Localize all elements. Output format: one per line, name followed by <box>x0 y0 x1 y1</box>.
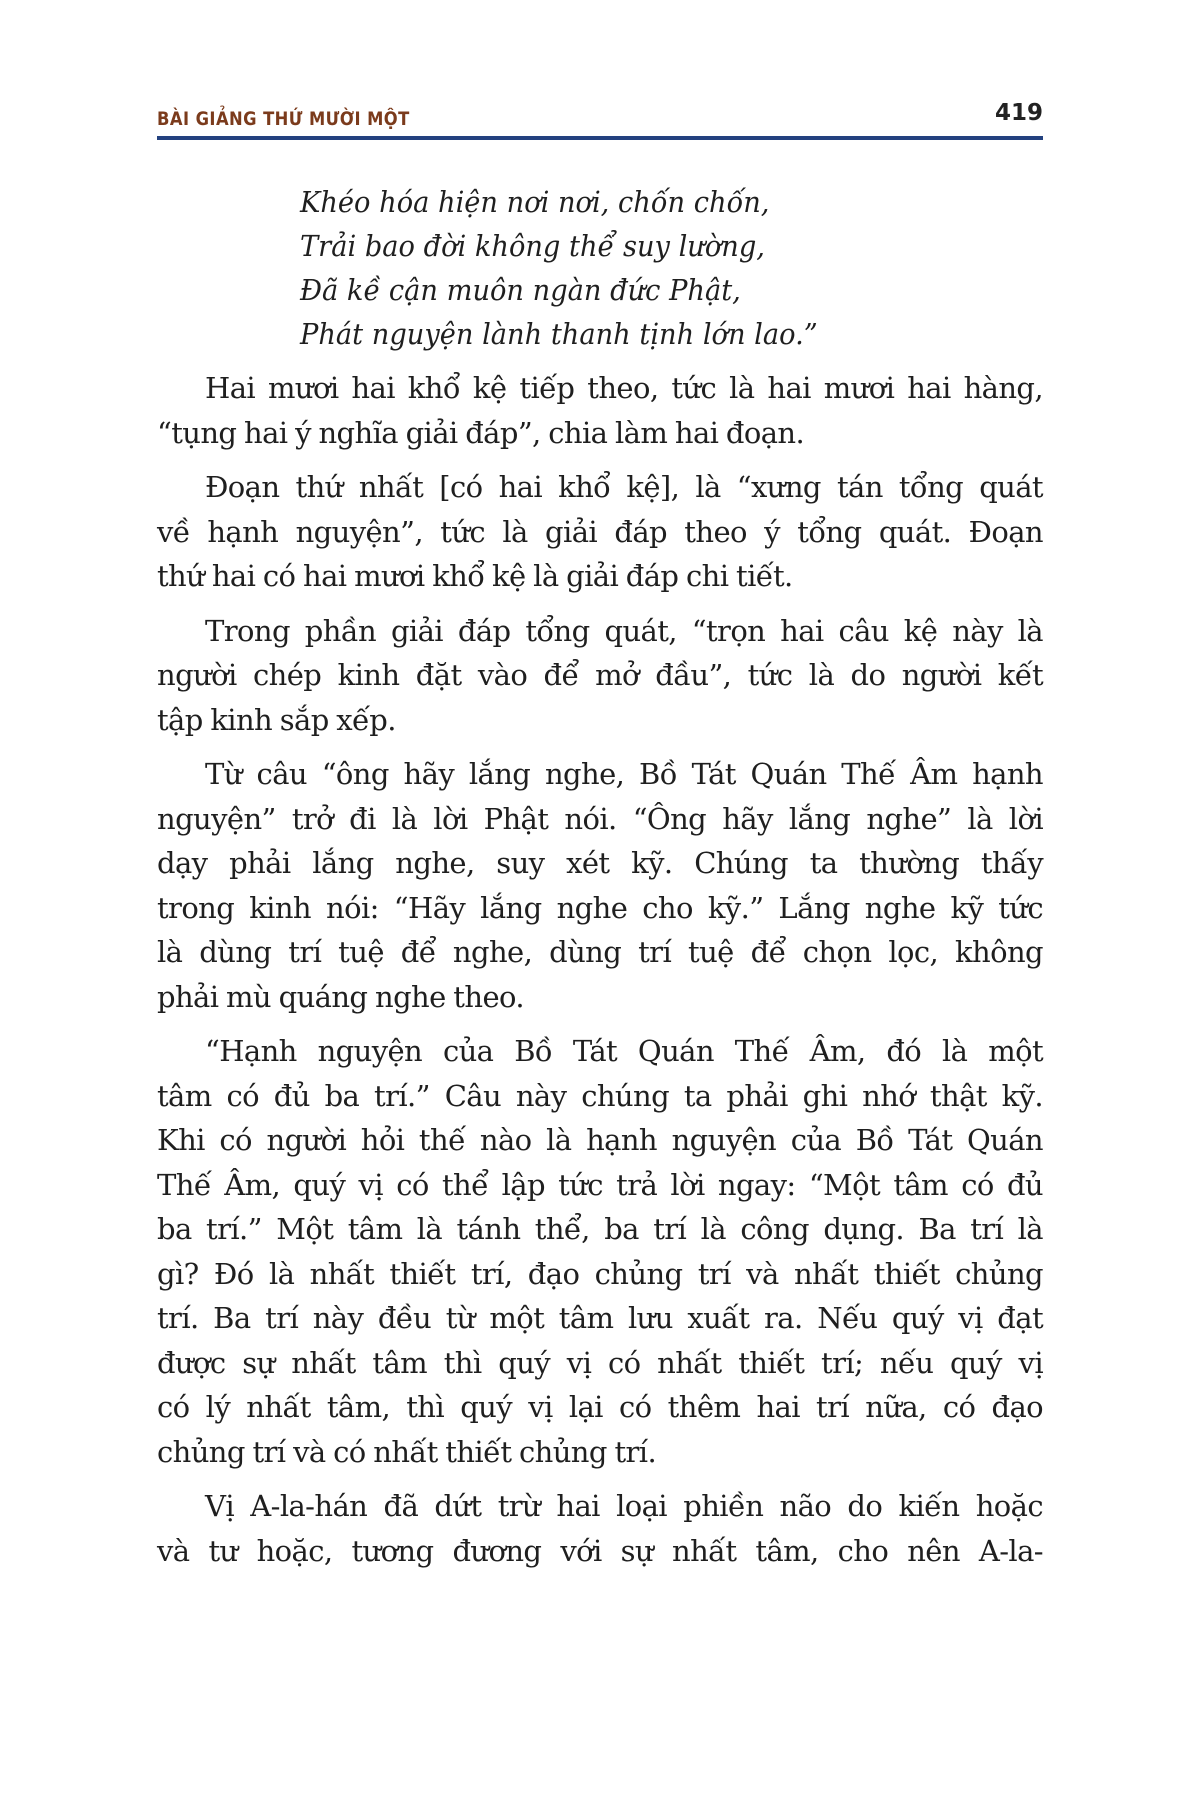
text-line: có lý nhất tâm, thì quý vị lại có thêm hai trí nữa, có đạo <box>157 1390 1043 1424</box>
text-line: phải mù quáng nghe theo. <box>157 979 524 1014</box>
text-line: Hai mươi hai khổ kệ tiếp theo, tức là hai mươi hai hàng, <box>205 371 1043 405</box>
text-line: người chép kinh đặt vào để mở đầu”, tức là do người kết <box>157 658 1043 692</box>
text-line: tập kinh sắp xếp. <box>157 702 396 737</box>
paragraph <box>157 1029 1043 1474</box>
text-line: ba trí.” Một tâm là tánh thể, ba trí là công dụng. Ba trí là <box>157 1212 1043 1246</box>
text-line: chủng trí và có nhất thiết chủng trí. <box>157 1434 657 1469</box>
verse-block <box>300 180 1043 356</box>
text-line: và tư hoặc, tương đương với sự nhất tâm, cho nên A-la- <box>157 1533 1043 1568</box>
verse-line: Trải bao đời không thể suy lường, <box>300 229 765 263</box>
text-line: là dùng trí tuệ để nghe, dùng trí tuệ để chọn lọc, không <box>157 935 1043 969</box>
paragraph <box>157 752 1043 1019</box>
paragraph <box>157 366 1043 455</box>
text-line: trí. Ba trí này đều từ một tâm lưu xuất ra. Nếu quý vị đạt <box>157 1301 1043 1335</box>
text-line: Vị A-la-hán đã dứt trừ hai loại phiền não do kiến hoặc <box>205 1489 1043 1523</box>
text-line: trong kinh nói: “Hãy lắng nghe cho kỹ.” Lắng nghe kỹ tức <box>157 890 1043 925</box>
text-line: Từ câu “ông hãy lắng nghe, Bồ Tát Quán Thế Âm hạnh <box>205 757 1043 791</box>
text-line: nguyện” trở đi là lời Phật nói. “Ông hãy lắng nghe” là lời <box>157 801 1043 836</box>
chapter-title: BÀI GIẢNG THỨ MƯỜI MỘT <box>157 108 410 130</box>
text-line: Đoạn thứ nhất [có hai khổ kệ], là “xưng tán tổng quát <box>205 470 1043 504</box>
text-line: được sự nhất tâm thì quý vị có nhất thiết trí; nếu quý vị <box>157 1345 1043 1380</box>
text-line: thứ hai có hai mươi khổ kệ là giải đáp chi tiết. <box>157 559 793 593</box>
verse-line: Phát nguyện lành thanh tịnh lớn lao.” <box>300 317 818 351</box>
body-text <box>157 366 1043 1573</box>
page-number: 419 <box>994 100 1043 126</box>
paragraph <box>157 1484 1043 1573</box>
text-line: Trong phần giải đáp tổng quát, “trọn hai câu kệ này là <box>205 613 1043 648</box>
verse-line: Khéo hóa hiện nơi nơi, chốn chốn, <box>300 185 770 219</box>
paragraph <box>157 465 1043 599</box>
running-header <box>157 96 1043 140</box>
text-line: gì? Đó là nhất thiết trí, đạo chủng trí và nhất thiết chủng <box>157 1256 1043 1291</box>
text-line: Khi có người hỏi thế nào là hạnh nguyện của Bồ Tát Quán <box>157 1123 1043 1157</box>
text-line: dạy phải lắng nghe, suy xét kỹ. Chúng ta thường thấy <box>157 846 1043 880</box>
text-line: về hạnh nguyện”, tức là giải đáp theo ý tổng quát. Đoạn <box>157 514 1043 549</box>
text-line: tâm có đủ ba trí.” Câu này chúng ta phải ghi nhớ thật kỹ. <box>157 1078 1043 1113</box>
verse-line: Đã kề cận muôn ngàn đức Phật, <box>300 273 741 307</box>
text-line: Thế Âm, quý vị có thể lập tức trả lời ngay: “Một tâm có đủ <box>157 1167 1043 1202</box>
page-content <box>157 180 1043 1573</box>
text-line: “tụng hai ý nghĩa giải đáp”, chia làm hai đoạn. <box>157 415 805 450</box>
paragraph <box>157 609 1043 743</box>
text-line: “Hạnh nguyện của Bồ Tát Quán Thế Âm, đó là một <box>205 1034 1043 1068</box>
